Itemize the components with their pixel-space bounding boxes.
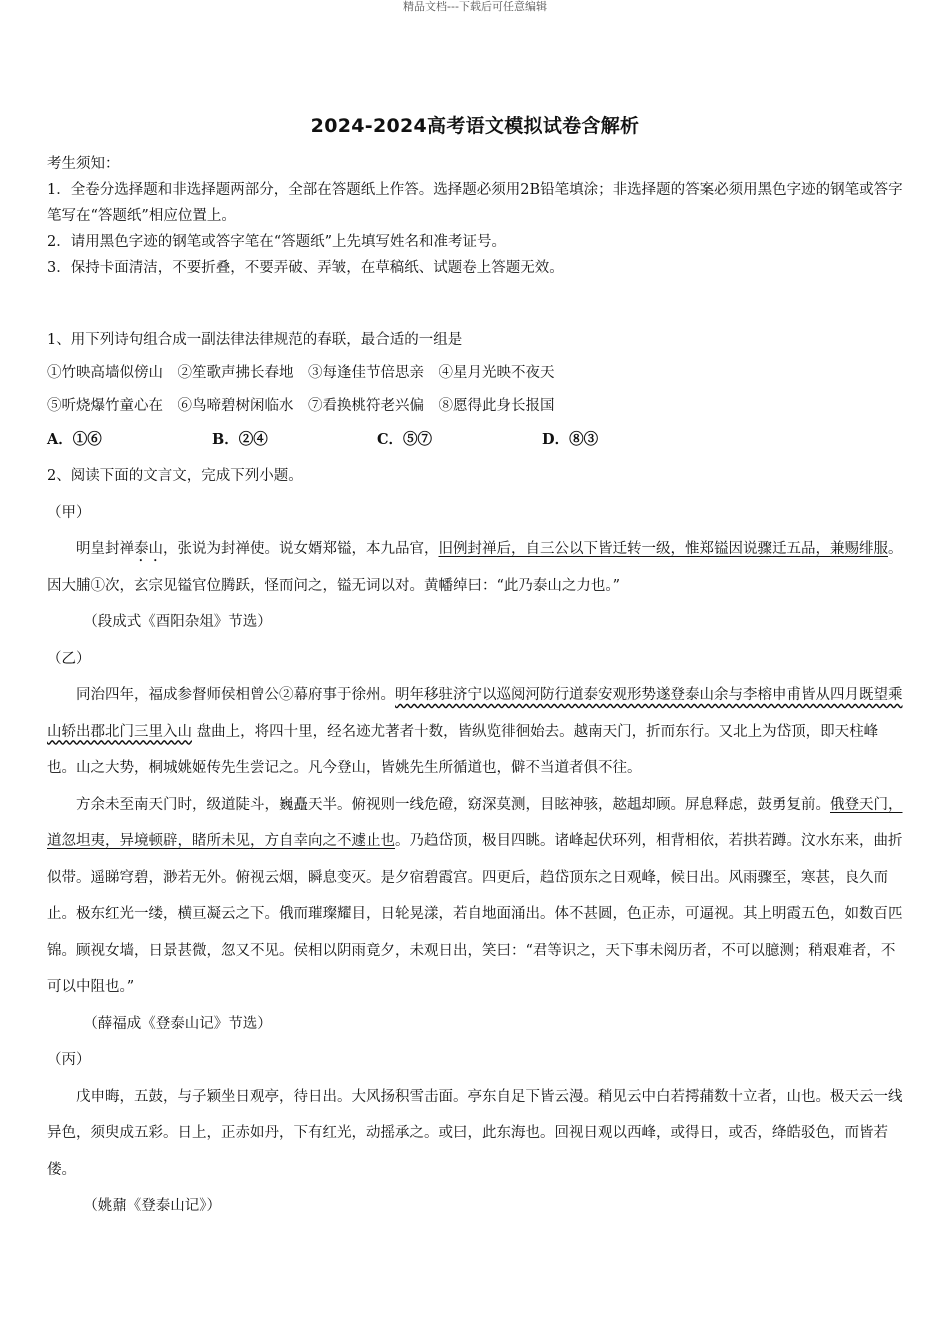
passage-jia-source: （段成式《酉阳杂俎》节选）: [83, 614, 272, 630]
notice-item: 1．全卷分选择题和非选择题两部分，全部在答题纸上作答。选择题必须用2B铅笔填涂；非选择题的答案必须用黑色字迹的钢笔或答字笔写在“答题纸”相应位置上。: [47, 182, 903, 224]
header-watermark: 精品文档---下载后可任意编辑: [403, 0, 547, 13]
text-run: 同治四年，福成参督师侯相曾公②幕府事于徐州。: [76, 687, 395, 703]
passage-bing-label: （丙）: [47, 1052, 91, 1068]
text-run: 。乃趋岱顶，极目四眺。诸峰起伏环列，相背相依，若拱若蹲。汶水东来，曲折似带。遥睇穹碧，渺若无外。俯视云烟，瞬息变灭。是夕宿碧霞宫。四更后，趋岱顶东之日观峰，候日出。风雨骤至，寒甚，良久而止。极东红光一缕，横亘凝云之下。俄而璀璨耀目，日轮晃漾，若自地面涌出。体不甚圆，色正赤，可逼视。其上明霞五色，如数百匹锦。顾视女墙，日景甚微，忽又不见。侯相以阴雨竟夕，未观日出，笑曰：“君等识之，天下事未阅历者，不可以臆测；稍艰难者，不可以中阻也。”: [47, 833, 903, 995]
underlined-sentence: 俄登天门，道忽坦夷，异境顿辟，睹所未见，方自幸向之不遽止也: [47, 796, 903, 849]
poem-lines-row-1: ①竹映高墙似傍山 ②笙歌声拂长春地 ③每逢佳节倍思亲 ④星月光映不夜天: [47, 365, 555, 381]
passage-bing-text: 戊申晦，五鼓，与子颖坐日观亭，待日出。大风扬积雪击面。亭东自足下皆云漫。稍见云中白若摴蒱数十立者，山也。极天云一线异色，须臾成五彩。日上，正赤如丹，下有红光，动摇承之。或曰，此东海也。回视日观以西峰，或得日，或否，绛皓驳色，而皆若偻。: [47, 1088, 903, 1178]
option-c[interactable]: C．⑤⑦: [377, 431, 433, 448]
option-d[interactable]: D．⑧③: [542, 431, 599, 448]
passage-yi-paragraph-1: [47, 677, 905, 787]
poem-lines-row-2: ⑤听烧爆竹童心在 ⑥鸟啼碧树闲临水 ⑦看换桃符老兴偏 ⑧愿得此身长报国: [47, 398, 555, 414]
text-run: ，张说为封禅使。说女婿郑镒，本九品官，: [163, 541, 439, 557]
question-2-stem: 2、阅读下面的文言文，完成下列小题。: [47, 468, 303, 484]
notice-heading: 考生须知：: [47, 156, 120, 172]
passage-yi-paragraph-2: [47, 787, 905, 1006]
dotted-word: 泰山: [134, 541, 163, 557]
text-run: 。因大脯①次，玄宗见镒官位腾跃，怪而问之，镒无词以对。黄幡绰曰：“此乃泰山之力也。”: [47, 541, 903, 594]
underlined-sentence: 旧例封禅后，自三公以下皆迁转一级，惟郑镒因说骤迁五品，兼赐绯服: [438, 541, 888, 557]
passage-bing-source: （姚鼐《登泰山记》）: [83, 1198, 221, 1214]
exam-notice: [47, 151, 907, 281]
option-a[interactable]: A．①⑥: [47, 431, 102, 448]
option-b[interactable]: B．②④: [212, 431, 268, 448]
text-run: 方余未至南天门时，级道陡斗，巍矗天半。俯视则一线危磴，窈深莫测，目眩神骇，趑趄却顾。屏息释虑，鼓勇复前。: [76, 796, 830, 813]
wavy-underlined-sentence: 明年移驻济宁以巡阅河防行道泰安观形势遂登泰山余与李榕申甫皆从四月既望乘山轿出郡北门三里入山: [47, 687, 903, 740]
question-2: [47, 458, 905, 1225]
question-1: [47, 324, 905, 456]
passage-jia-label: （甲）: [47, 504, 91, 521]
page-title: 2024-2024高考语文模拟试卷含解析: [310, 115, 640, 137]
notice-item: 2．请用黑色字迹的钢笔或答字笔在“答题纸”上先填写姓名和准考证号。: [47, 234, 507, 250]
question-1-stem: 1、用下列诗句组合成一副法律法律规范的春联，最合适的一组是: [47, 332, 463, 348]
text-run: 明皇封禅: [76, 541, 134, 557]
passage-yi-label: （乙）: [47, 650, 91, 667]
passage-yi-source: （薛福成《登泰山记》节选）: [83, 1015, 272, 1032]
notice-item: 3．保持卡面清洁，不要折叠，不要弄破、弄皱，在草稿纸、试题卷上答题无效。: [47, 260, 564, 276]
answer-options: [47, 423, 905, 456]
text-run: 盘曲上，将四十里，经名迹尤著者十数，皆纵览徘徊始去。越南天门，折而东行。又北上为岱顶，即天柱峰也。山之大势，桐城姚姬传先生尝记之。凡今登山，皆姚先生所循道也，僻不当道者俱不往。: [47, 723, 879, 776]
passage-jia-text: [47, 531, 905, 604]
